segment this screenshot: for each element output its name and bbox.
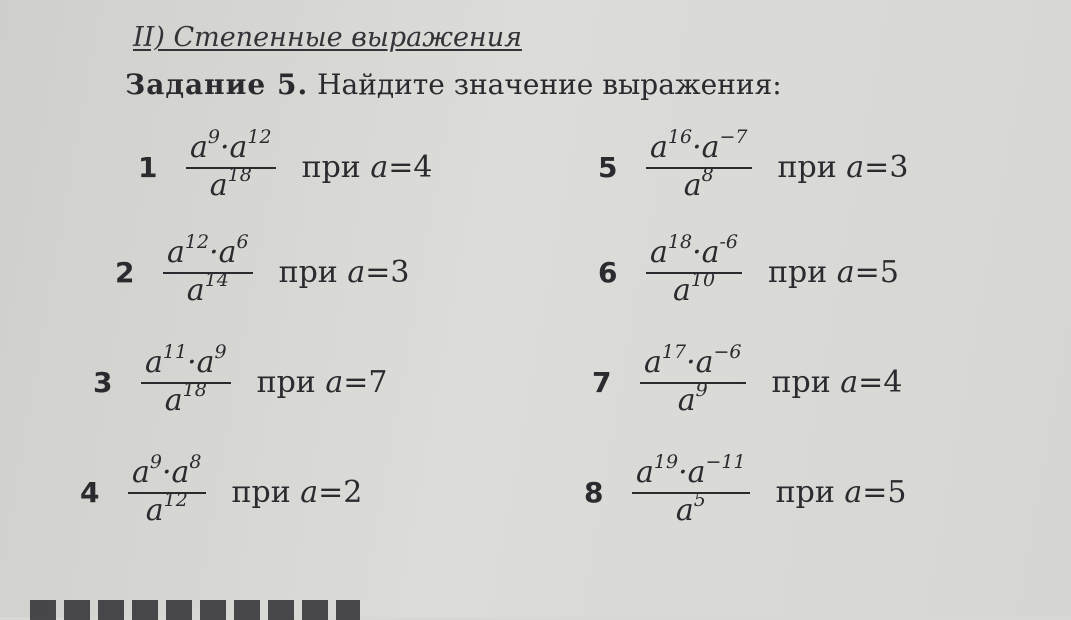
condition-equals: = [864, 149, 890, 185]
fraction [163, 231, 253, 308]
condition-word: при [231, 474, 291, 510]
problem-number: 3 [93, 365, 113, 399]
task-label: Задание 5. [125, 68, 309, 101]
condition-variable: a [846, 149, 865, 185]
condition-equals: = [388, 149, 414, 185]
condition-word: при [768, 254, 828, 290]
task-text: Найдите значение выражения: [317, 68, 782, 101]
condition [768, 255, 899, 290]
condition-value: 7 [368, 364, 388, 400]
condition-word: при [771, 364, 831, 400]
power-base: a [644, 345, 662, 380]
fraction [640, 341, 746, 418]
multiply-dot: · [209, 235, 219, 270]
fraction-denominator [675, 489, 706, 528]
fraction-numerator [632, 451, 750, 492]
power-exponent: −11 [705, 451, 746, 473]
multiply-dot: · [219, 130, 230, 165]
power-base: a [229, 130, 248, 165]
condition-equals: = [858, 364, 884, 400]
power-base: a [675, 493, 694, 528]
power-base: a [672, 273, 691, 308]
power-base: a [683, 168, 702, 203]
next-task-heading-cropped [30, 600, 360, 620]
multiply-dot: · [187, 345, 197, 380]
condition [232, 475, 363, 510]
multiply-dot: · [692, 130, 702, 165]
power-exponent: 9 [149, 451, 162, 473]
fraction-numerator [141, 341, 231, 382]
condition-value: 4 [413, 149, 433, 185]
power-base: a [218, 235, 237, 270]
condition-variable: a [844, 474, 863, 510]
power-base: a [164, 383, 183, 418]
problem-item [592, 341, 903, 418]
problem-number: 2 [115, 255, 135, 289]
power-base: a [132, 455, 150, 490]
fraction-numerator [640, 341, 746, 382]
power-base: a [145, 493, 164, 528]
condition-value: 5 [879, 254, 899, 290]
power-exponent: 18 [667, 231, 693, 253]
condition-equals: = [318, 474, 344, 510]
condition-word: при [301, 149, 361, 185]
condition-variable: a [836, 254, 855, 290]
condition-value: 3 [390, 254, 410, 290]
condition-word: при [777, 149, 837, 185]
multiply-dot: · [161, 455, 172, 490]
problem-number: 8 [584, 475, 604, 509]
fraction-numerator [646, 231, 742, 272]
power-base: a [677, 383, 696, 418]
condition-equals: = [854, 254, 880, 290]
power-exponent: −6 [713, 341, 742, 363]
power-base: a [687, 455, 706, 490]
power-exponent: 6 [236, 231, 249, 253]
power-exponent: 18 [227, 164, 252, 186]
condition-variable: a [347, 254, 366, 290]
power-exponent: 18 [182, 379, 207, 401]
condition-word: при [256, 364, 316, 400]
condition [279, 255, 410, 290]
power-exponent: 9 [214, 341, 227, 363]
problem-number: 5 [598, 150, 618, 184]
condition-value: 2 [343, 474, 363, 510]
condition-word: при [775, 474, 835, 510]
power-exponent: 5 [693, 489, 706, 511]
problem-item [93, 341, 388, 418]
power-exponent: 8 [701, 164, 714, 186]
problem-number: 7 [592, 365, 612, 399]
fraction-numerator [186, 126, 276, 167]
condition [776, 475, 907, 510]
power-base: a [650, 235, 668, 270]
problem-item [115, 231, 410, 308]
fraction [646, 126, 752, 203]
power-exponent: 9 [695, 379, 708, 401]
fraction [632, 451, 750, 528]
fraction-denominator [164, 379, 207, 418]
power-exponent: 19 [653, 451, 679, 473]
power-exponent: 11 [162, 341, 188, 363]
condition [257, 365, 388, 400]
condition-equals: = [365, 254, 391, 290]
power-exponent: 10 [690, 269, 716, 291]
power-exponent: 12 [163, 489, 188, 511]
power-base: a [186, 273, 205, 308]
power-exponent: 9 [207, 126, 220, 148]
fraction-denominator [677, 379, 708, 418]
power-exponent: −7 [719, 126, 748, 148]
problem-item [598, 231, 899, 308]
problem-item [598, 126, 909, 203]
power-exponent: 16 [667, 126, 693, 148]
power-base: a [650, 130, 668, 165]
condition-variable: a [370, 149, 389, 185]
condition-variable: a [840, 364, 859, 400]
fraction [141, 341, 231, 418]
multiply-dot: · [678, 455, 688, 490]
power-base: a [145, 345, 163, 380]
condition-value: 3 [889, 149, 909, 185]
condition-value: 5 [887, 474, 907, 510]
fraction-denominator [672, 269, 716, 308]
power-base: a [190, 130, 208, 165]
condition [772, 365, 903, 400]
fraction-denominator [209, 164, 252, 203]
power-base: a [167, 235, 185, 270]
fraction [128, 451, 206, 528]
fraction-numerator [128, 451, 206, 492]
fraction [186, 126, 276, 203]
condition-variable: a [300, 474, 319, 510]
fraction-numerator [646, 126, 752, 167]
problem-number: 4 [80, 475, 100, 509]
power-base: a [701, 130, 720, 165]
power-base: a [695, 345, 714, 380]
section-title: II) Степенные выражения [133, 22, 522, 53]
problem-number: 1 [138, 150, 158, 184]
problem-item [80, 451, 363, 528]
fraction-denominator [186, 269, 229, 308]
condition-variable: a [325, 364, 344, 400]
fraction [646, 231, 742, 308]
multiply-dot: · [692, 235, 702, 270]
power-exponent: -6 [719, 231, 739, 253]
power-base: a [171, 455, 190, 490]
problem-item [584, 451, 907, 528]
condition-equals: = [862, 474, 888, 510]
condition-word: при [278, 254, 338, 290]
problem-number: 6 [598, 255, 618, 289]
fraction-denominator [145, 489, 188, 528]
task-heading [125, 68, 782, 101]
power-exponent: 14 [204, 269, 229, 291]
multiply-dot: · [686, 345, 696, 380]
power-base: a [209, 168, 228, 203]
fraction-denominator [683, 164, 714, 203]
condition [302, 150, 433, 185]
power-exponent: 12 [247, 126, 272, 148]
problem-item [138, 126, 433, 203]
fraction-numerator [163, 231, 253, 272]
power-exponent: 12 [184, 231, 210, 253]
condition [778, 150, 909, 185]
power-base: a [636, 455, 654, 490]
condition-value: 4 [883, 364, 903, 400]
power-exponent: 8 [189, 451, 202, 473]
power-base: a [701, 235, 720, 270]
condition-equals: = [343, 364, 369, 400]
power-base: a [196, 345, 215, 380]
power-exponent: 17 [661, 341, 687, 363]
